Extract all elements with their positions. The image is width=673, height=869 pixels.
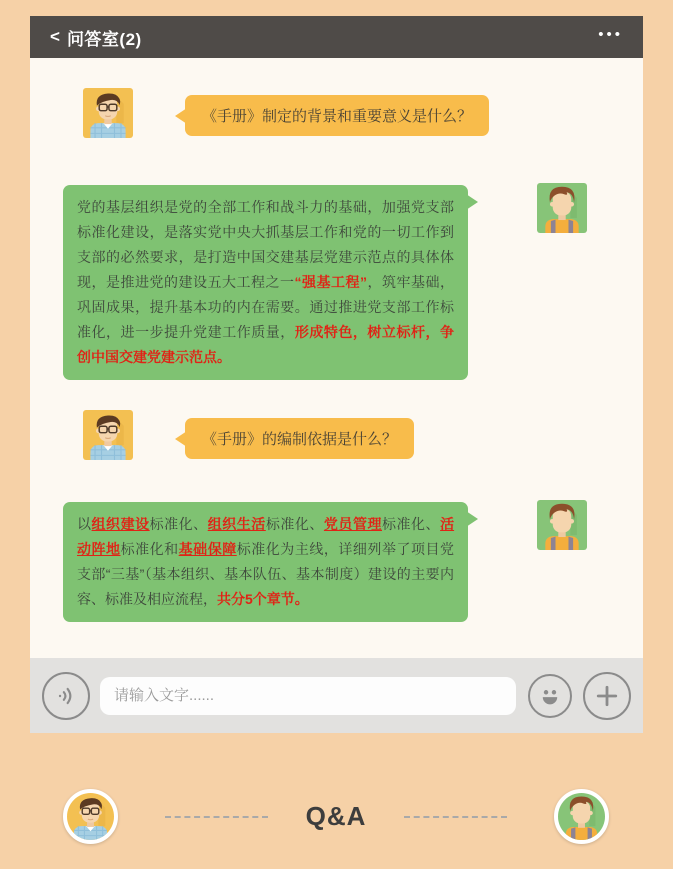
answer-bubble bbox=[63, 502, 468, 622]
answerer-avatar-image bbox=[537, 500, 587, 550]
questioner-avatar-image bbox=[83, 88, 133, 138]
questioner-avatar[interactable] bbox=[83, 88, 133, 138]
message-text-segment: 以 bbox=[77, 516, 92, 532]
dashed-divider bbox=[404, 816, 507, 818]
message-text-segment: 活动阵地 bbox=[77, 516, 455, 557]
question-bubble bbox=[185, 95, 489, 136]
answerer-avatar-image bbox=[537, 183, 587, 233]
message-text-segment: 标准化为主线，详细列举了项目党支部“三基”（基本组织、基本队伍、基本制度）建设的主要内容、标准及相应流程， bbox=[77, 541, 455, 607]
answerer-avatar[interactable] bbox=[537, 183, 587, 233]
message-text-segment: 组织建设 bbox=[91, 516, 150, 532]
message-text-segment: 共分5个章节。 bbox=[217, 591, 309, 607]
qa-label: Q&A bbox=[305, 801, 367, 831]
message-text-segment: 标准化、 bbox=[382, 516, 441, 532]
smiley-icon[interactable] bbox=[528, 674, 572, 718]
answerer-avatar[interactable] bbox=[537, 500, 587, 550]
dashed-divider bbox=[165, 816, 268, 818]
message-text-segment: “强基工程” bbox=[294, 274, 367, 290]
questioner-footer-avatar bbox=[63, 789, 118, 844]
plus-icon[interactable] bbox=[583, 672, 631, 720]
answer-bubble bbox=[63, 185, 468, 380]
qa-divider-group bbox=[165, 801, 508, 832]
message-text: 《手册》制定的背景和重要意义是什么？ bbox=[202, 108, 473, 125]
qa-footer bbox=[30, 789, 643, 844]
answerer-avatar-image bbox=[558, 793, 605, 840]
message-text-input[interactable] bbox=[100, 677, 516, 715]
question-bubble bbox=[185, 418, 414, 459]
questioner-avatar-image bbox=[67, 793, 114, 840]
message-text-segment: 标准化和 bbox=[120, 541, 179, 557]
chat-message-area bbox=[30, 58, 643, 658]
voice-waves-icon[interactable] bbox=[42, 672, 90, 720]
message-text: 《手册》的编制依据是什么？ bbox=[202, 431, 398, 448]
chat-window bbox=[30, 16, 643, 733]
title-bar bbox=[30, 16, 643, 58]
message-text-segment: ，筑牢基础，巩固成果，提升基本功的内在需要。通过推进党支部工作标准化，进一步提升党建工作质量， bbox=[77, 274, 454, 340]
message-text-segment: 标准化、 bbox=[149, 516, 208, 532]
message-input-bar bbox=[30, 658, 643, 733]
answerer-footer-avatar bbox=[554, 789, 609, 844]
message-text-segment: 组织生活 bbox=[207, 516, 266, 532]
message-text-segment: 形成特色，树立标杆，争创中国交建党建示范点。 bbox=[77, 324, 455, 365]
message-text-segment: 党的基层组织是党的全部工作和战斗力的基础，加强党支部标准化建设，是落实党中央大抓基层工作和党的一切工作到支部的必然要求，是打造中国交建基层党建示范点的具体体现，是推进党的建设五大工程之一 bbox=[77, 199, 454, 290]
page-title: 问答室(2) bbox=[66, 29, 142, 49]
back-chevron-icon[interactable]: < bbox=[50, 27, 60, 46]
message-text-segment: 党员管理 bbox=[323, 516, 382, 532]
message-text-segment: 标准化、 bbox=[265, 516, 324, 532]
questioner-avatar-image bbox=[83, 410, 133, 460]
ellipsis-icon[interactable]: ••• bbox=[598, 25, 623, 43]
message-text-segment: 基础保障 bbox=[178, 541, 237, 557]
questioner-avatar[interactable] bbox=[83, 410, 133, 460]
